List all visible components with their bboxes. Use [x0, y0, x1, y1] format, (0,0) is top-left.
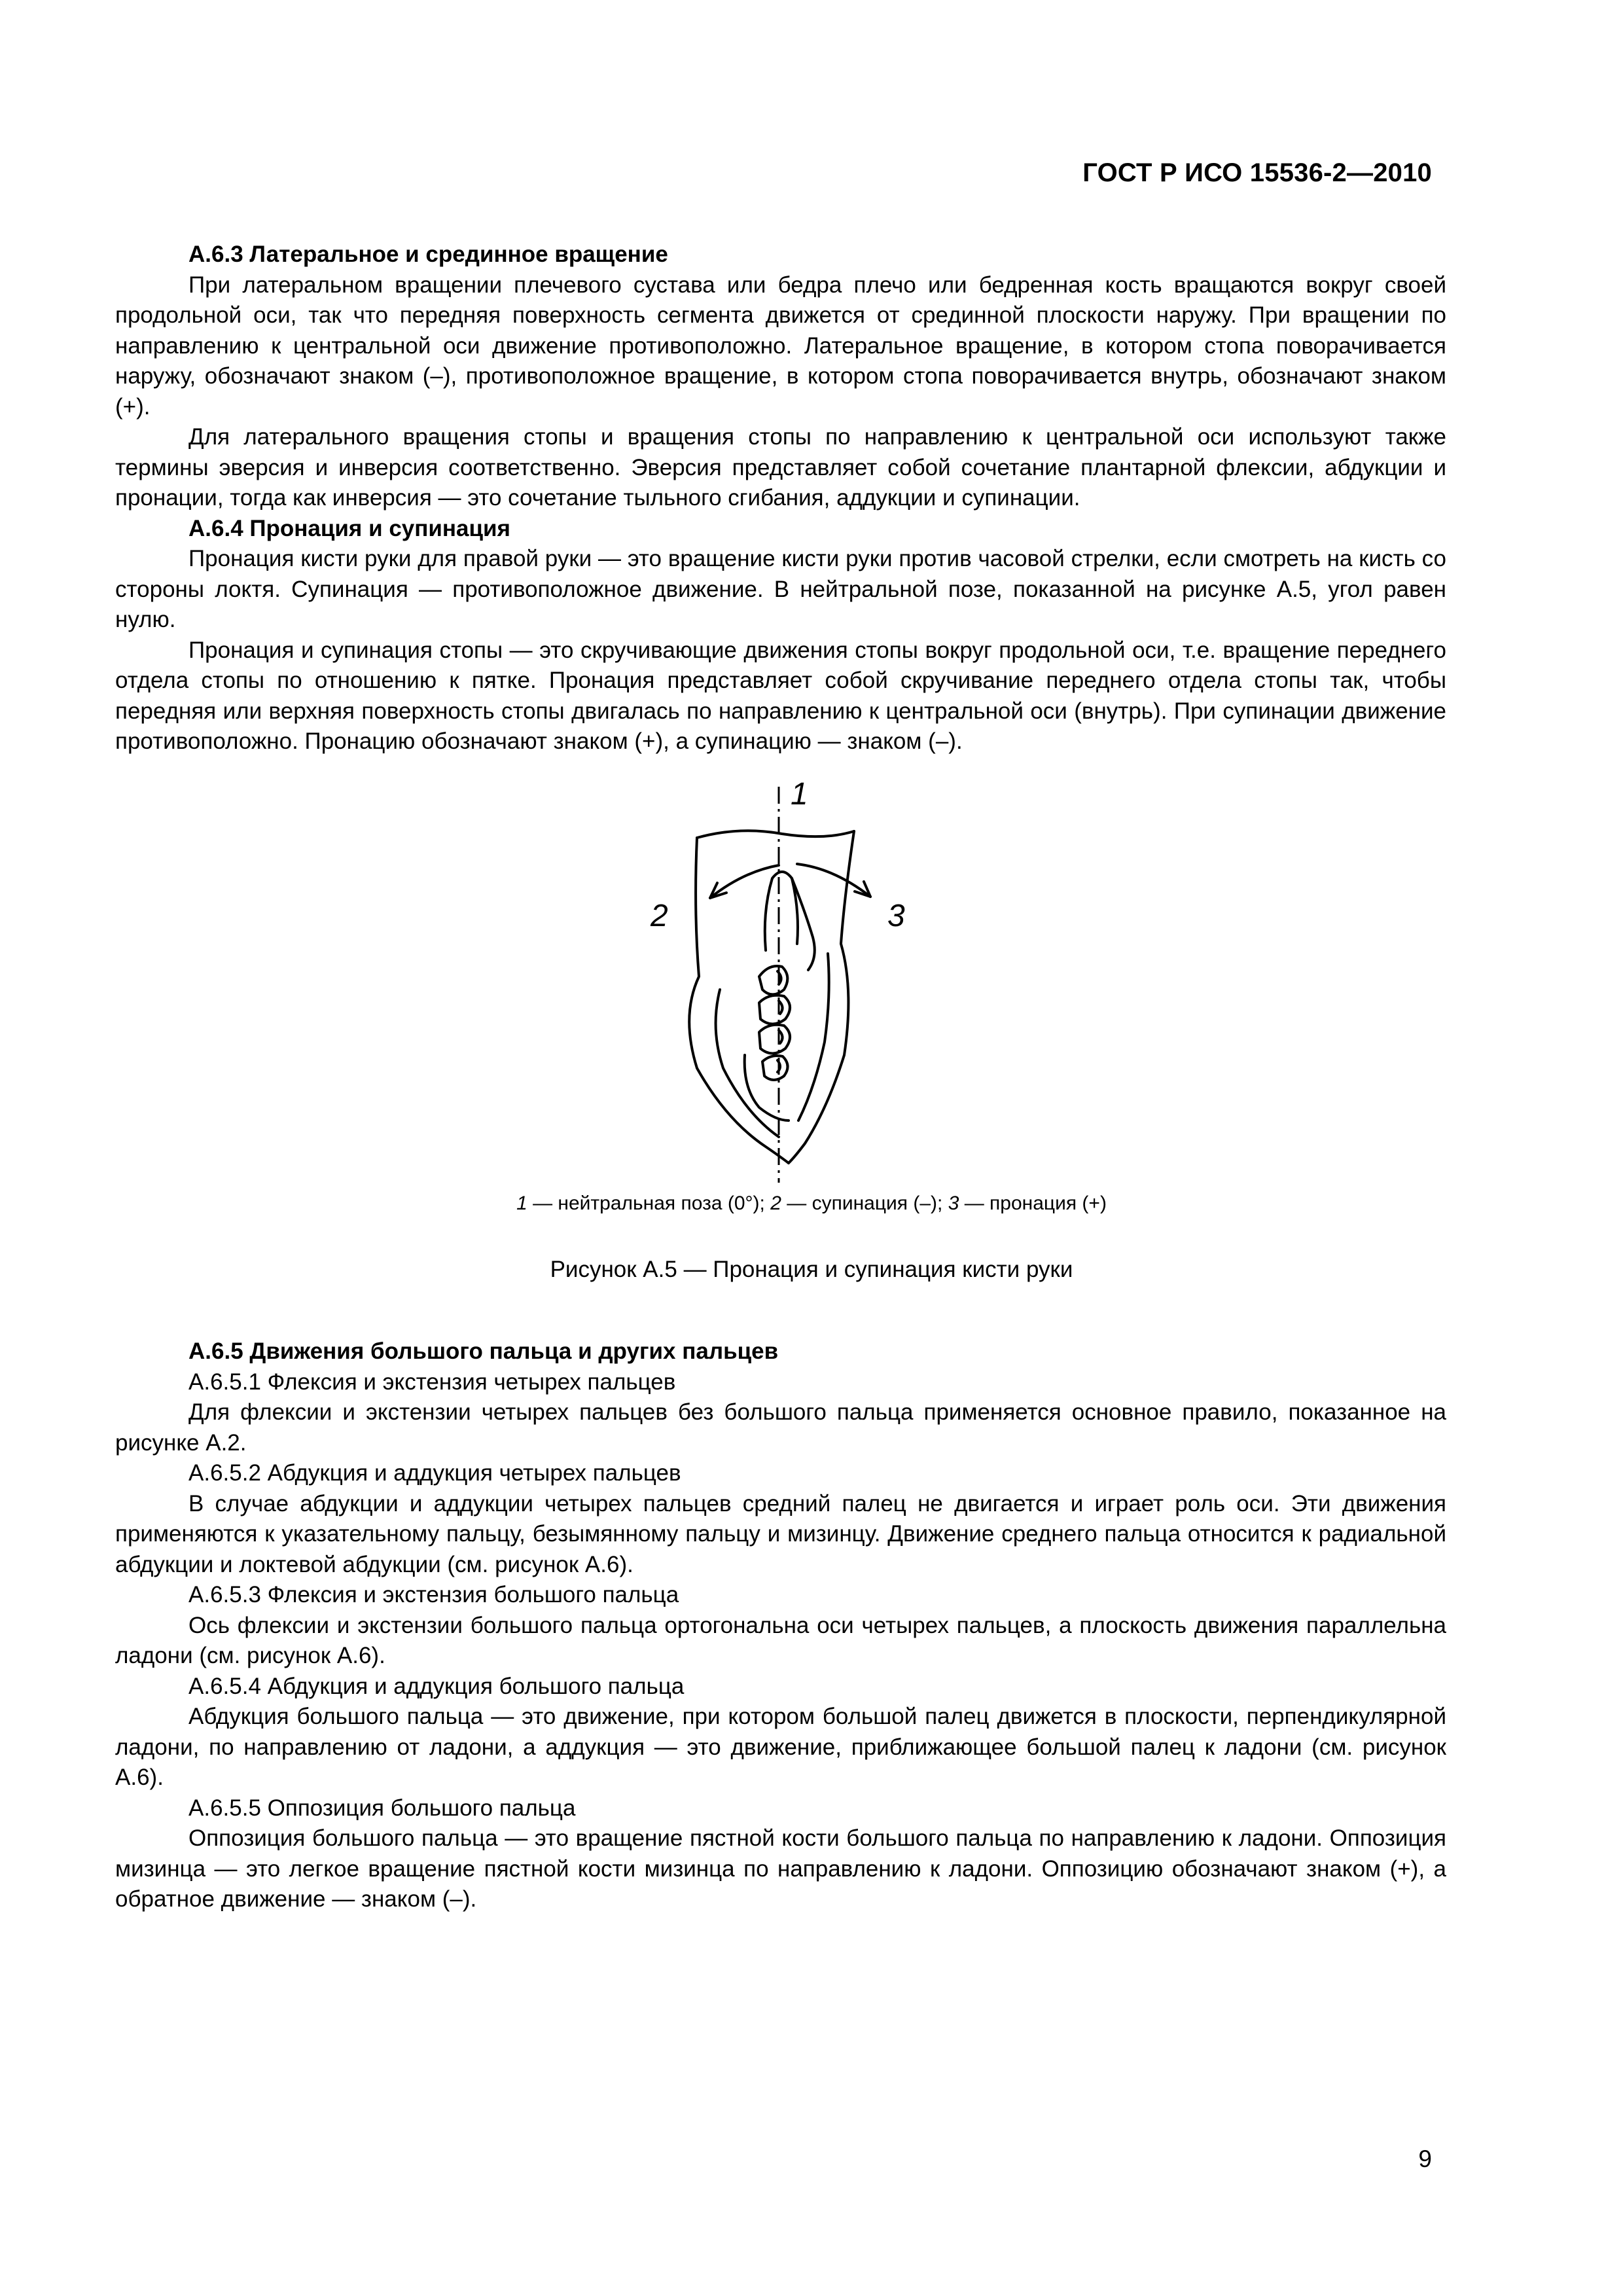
subsection-title-a653: А.6.5.3 Флексия и экстензия большого пальца: [188, 1582, 679, 1607]
section-heading-a65: А.6.5 Движения большого пальца и других пальцев: [188, 1338, 779, 1364]
subsection-title-a655: А.6.5.5 Оппозиция большого пальца: [188, 1795, 576, 1821]
subsection-title-a652: А.6.5.2 Абдукция и аддукция четырех пальцев: [188, 1460, 681, 1486]
secondary-text-block: [115, 1336, 1446, 1915]
finger-2: [759, 996, 790, 1024]
section-heading-a63: А.6.3 Латеральное и срединное вращение: [188, 242, 668, 267]
section-heading-a64: А.6.4 Пронация и супинация: [188, 515, 510, 541]
legend-text-2: — супинация (–);: [781, 1193, 948, 1214]
paragraph-a652: В случае абдукции и аддукции четырех пальцев средний палец не двигается и играет роль оси. Эти движения применяются к указательному пальцу, безымянному пальцу и мизинцу. Движение среднего пальца относится к радиальной абдукции и локтевой абдукции (см. рисунок А.6).: [115, 1490, 1446, 1577]
figure-label-1: 1: [791, 777, 808, 812]
forearm-outline: [697, 831, 854, 838]
page-number: 9: [1418, 2145, 1432, 2172]
figure-label-2: 2: [651, 899, 668, 933]
paragraph-a64-2: Пронация и супинация стопы — это скручивающие движения стопы вокруг продольной оси, т.е. вращение переднего отдела стопы по отношению к пятке. Пронация представляет собой скручивание переднего отдела стопы так, чтобы передняя или верхняя поверхность стопы двигалась по направлению к центральной оси (внутрь). При супинации движение противоположно. Пронацию обозначают знаком (+), а супинацию — знаком (–).: [115, 637, 1446, 754]
legend-text-1: — нейтральная поза (0°);: [527, 1193, 771, 1214]
paragraph-a651: Для флексии и экстензии четырех пальцев без большого пальца применяется основное правило, показанное на рисунке А.2.: [115, 1399, 1446, 1456]
legend-text-3: — пронация (+): [959, 1193, 1107, 1214]
paragraph-a655: Оппозиция большого пальца — это вращение пястной кости большого пальца по направлению к ладони. Оппозиция мизинца — это легкое вращение пястной кости мизинца по направлению к ладони. Оппозицию обозначают знаком (+), а обратное движение — знаком (–).: [115, 1825, 1446, 1912]
figure-hand-pronation-supination: [628, 777, 955, 1186]
paragraph-a63-1: При латеральном вращении плечевого сустава или бедра плечо или бедренная кость вращаются вокруг своей продольной оси, так что передняя поверхность сегмента движется от срединной плоскости наружу. При вращении по направлению к центральной оси движение противоположно. Латеральное вращение, в котором стопа поворачивается наружу, обозначают знаком (–), противоположное вращение, в котором стопа поворачивается внутрь, обозначают знаком (+).: [115, 272, 1446, 420]
figure-caption: Рисунок А.5 — Пронация и супинация кисти руки: [550, 1257, 1073, 1282]
hand-drawing: [628, 780, 955, 1186]
finger-3: [759, 1025, 790, 1054]
hand-left-contour: [689, 838, 789, 1163]
legend-number-1: 1: [516, 1193, 527, 1214]
paragraph-a64-1: Пронация кисти руки для правой руки — это вращение кисти руки против часовой стрелки, если смотреть на кисть со стороны локтя. Супинация — противоположное движение. В нейтральной позе, показанной на рисунке А.5, угол равен нулю.: [115, 546, 1446, 632]
subsection-title-a651: А.6.5.1 Флексия и экстензия четырех пальцев: [188, 1369, 676, 1395]
hand-right-contour: [789, 831, 854, 1163]
paragraph-a63-2: Для латерального вращения стопы и вращения стопы по направлению к центральной оси используют также термины эверсия и инверсия соответственно. Эверсия представляет собой сочетание плантарной флексии, абдукции и пронации, тогда как инверсия — это сочетание тыльного сгибания, аддукции и супинации.: [115, 424, 1446, 511]
main-text-block: [115, 240, 1446, 757]
document-standard-code: ГОСТ Р ИСО 15536-2—2010: [1082, 158, 1432, 187]
legend-number-2: 2: [770, 1193, 781, 1214]
subsection-title-a654: А.6.5.4 Абдукция и аддукция большого пальца: [188, 1673, 685, 1699]
paragraph-a654: Абдукция большого пальца — это движение, при котором большой палец движется в плоскости, перпендикулярной ладони, по направлению от ладони, а аддукция — это движение, приближающее большой палец к ладони (см. рисунок А.6).: [115, 1704, 1446, 1790]
palm-right-line: [798, 954, 829, 1121]
figure-label-3: 3: [887, 899, 905, 933]
pronation-arrowhead: [855, 882, 870, 897]
finger-4: [762, 1056, 788, 1080]
figure-legend: [0, 1193, 1623, 1215]
legend-number-3: 3: [948, 1193, 959, 1214]
finger-1: [759, 966, 787, 995]
paragraph-a653: Ось флексии и экстензии большого пальца ортогональна оси четырех пальцев, а плоскость движения параллельна ладони (см. рисунок А.6).: [115, 1612, 1446, 1668]
